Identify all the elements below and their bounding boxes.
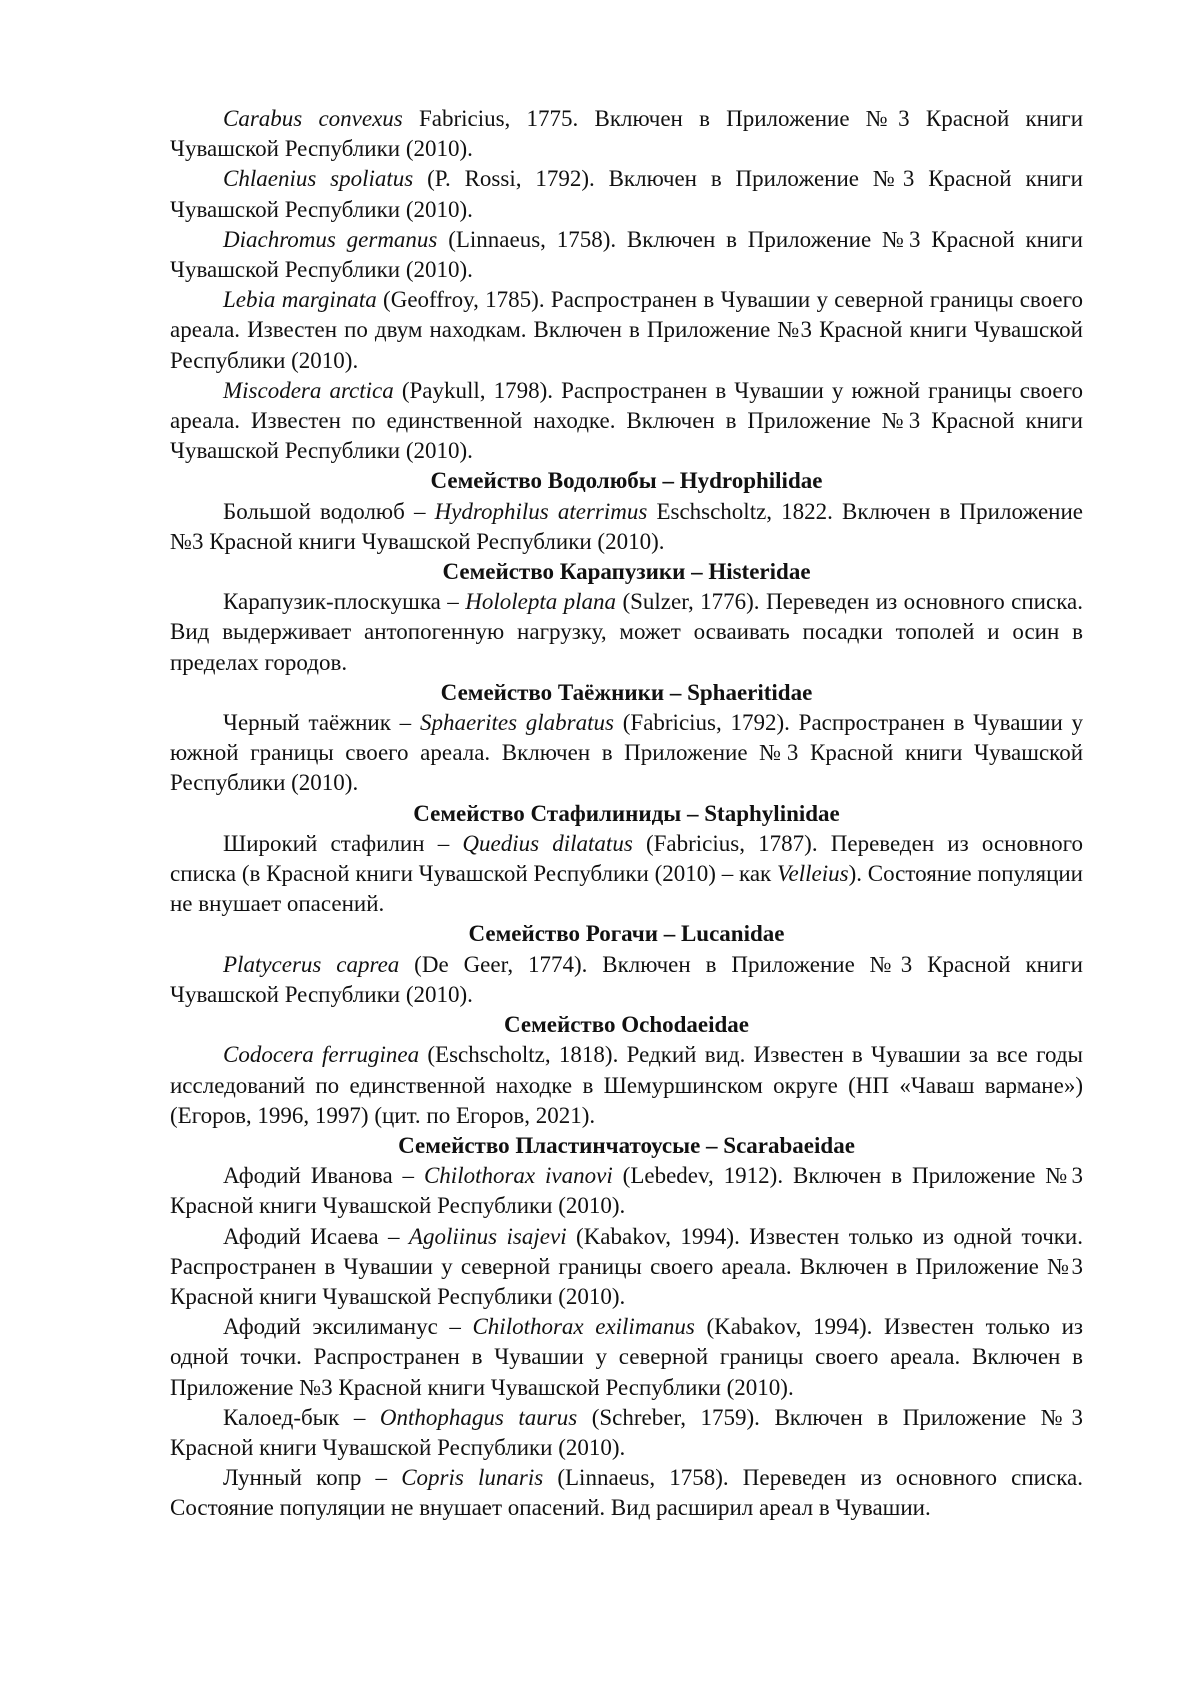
latin-name: Onthophagus taurus — [379, 1404, 578, 1430]
paragraph-text: Черный таёжник – — [223, 710, 420, 736]
latin-name: Hydrophilus aterrimus — [434, 498, 648, 524]
paragraph-text: (Linnaeus, 1758). Переведен из основного списка. Состояние популяции не внушает опасений. Вид расширил ареал в Чувашии. — [170, 1465, 1083, 1521]
paragraph-text: (P. Rossi, 1792). Включен в Приложение №3 Красной книги Чувашской Республики (2010). — [170, 166, 1083, 222]
latin-name: Miscodera arctica — [223, 377, 394, 403]
species-paragraph — [170, 1161, 1083, 1221]
latin-name: Hololepta plana — [465, 589, 617, 615]
latin-name: Carabus convexus — [223, 106, 403, 131]
latin-name: Lebia marginata — [223, 287, 377, 313]
paragraph-text: (Sulzer, 1776). Переведен из основного списка. Вид выдерживает антопогенную нагрузку, может осваивать посадки тополей и осин в пределах городов. — [170, 589, 1083, 675]
latin-name: Agoliinus isajevi — [408, 1223, 567, 1249]
latin-name: Codocera ferruginea — [223, 1042, 420, 1068]
paragraph-text: Большой водолюб – — [223, 498, 435, 524]
latin-name: Sphaerites glabratus — [419, 710, 614, 736]
paragraph-text: ). Состояние популяции не внушает опасений. — [170, 861, 1083, 917]
latin-name: Chilothorax exilimanus — [472, 1314, 695, 1340]
latin-name: Platycerus caprea — [223, 951, 400, 977]
paragraph-text: Широкий стафилин – — [223, 830, 463, 856]
paragraph-text: Афодий эксилиманус – — [223, 1314, 473, 1340]
section-heading: Семейство Таёжники – Sphaeritidae — [440, 679, 813, 705]
document-page — [170, 104, 1083, 1524]
species-paragraph — [170, 164, 1083, 224]
species-paragraph — [170, 497, 1083, 557]
species-paragraph — [170, 376, 1083, 467]
paragraph-text: Калоед-бык – — [223, 1404, 380, 1430]
paragraph-text: Афодий Иванова – — [223, 1163, 424, 1189]
species-paragraph — [170, 1312, 1083, 1403]
paragraph-text: (Kabakov, 1994). Известен только из одной точки. Распространен в Чувашии у северной границы своего ареала. Включен в Приложение №3 Красной книги Чувашской Республики (2010). — [170, 1314, 1083, 1400]
paragraph-text: (Eschscholtz, 1818). Редкий вид. Известен в Чувашии за все годы исследований по единственной находке в Шемуршинском округе (НП «Чаваш вармане») (Егоров, 1996, 1997) (цит. по Егоров, 2021). — [170, 1042, 1083, 1128]
latin-name: Chlaenius spoliatus — [223, 166, 414, 192]
latin-name: Velleius — [777, 861, 849, 887]
paragraph-text: Афодий Исаева – — [223, 1223, 409, 1249]
species-paragraph — [170, 950, 1083, 1010]
species-paragraph — [170, 587, 1083, 678]
paragraph-text: (Schreber, 1759). Включен в Приложение №3 Красной книги Чувашской Республики (2010). — [170, 1404, 1083, 1460]
paragraph-text: (Geoffroy, 1785). Распространен в Чувашии у северной границы своего ареала. Известен по двум находкам. Включен в Приложение №3 Красной книги Чувашской Республики (2010). — [170, 287, 1083, 373]
section-heading: Семейство Ochodaeidae — [503, 1012, 750, 1038]
latin-name: Quedius dilatatus — [462, 830, 633, 856]
latin-name: Diachromus germanus — [223, 226, 438, 252]
paragraph-text: Fabricius, 1775. Включен в Приложение №3 Красной книги Чувашской Республики (2010). — [170, 106, 1084, 162]
section-heading: Семейство Стафилиниды – Staphylinidae — [413, 800, 840, 826]
paragraph-text: Карапузик-плоскушка – — [223, 589, 466, 615]
species-paragraph — [170, 104, 1083, 164]
paragraph-text: (Fabricius, 1787). Переведен из основного списка (в Красной книги Чувашской Республики (2010) – как — [170, 830, 1084, 887]
species-paragraph — [170, 1403, 1083, 1463]
paragraph-text: (De Geer, 1774). Включен в Приложение №3 Красной книги Чувашской Республики (2010). — [170, 951, 1083, 1007]
paragraph-text: Eschscholtz, 1822. Включен в Приложение №3 Красной книги Чувашской Республики (2010). — [170, 498, 1083, 554]
species-paragraph — [170, 285, 1083, 376]
section-heading: Семейство Пластинчатоусые – Scarabaeidae — [398, 1132, 855, 1158]
section-heading: Семейство Карапузики – Histeridae — [442, 559, 811, 585]
species-paragraph — [170, 1222, 1083, 1313]
section-heading: Семейство Рогачи – Lucanidae — [468, 921, 785, 947]
section-heading: Семейство Водолюбы – Hydrophilidae — [430, 468, 823, 494]
species-paragraph — [170, 225, 1083, 285]
paragraph-text: (Lebedev, 1912). Включен в Приложение №3 Красной книги Чувашской Республики (2010). — [170, 1163, 1083, 1219]
paragraph-text: Лунный копр – — [223, 1465, 402, 1491]
paragraph-text: (Fabricius, 1792). Распространен в Чувашии у южной границы своего ареала. Включен в Приложение №3 Красной книги Чувашской Республики (2010). — [170, 710, 1084, 796]
species-paragraph — [170, 1040, 1083, 1131]
paragraph-text: (Linnaeus, 1758). Включен в Приложение №3 Красной книги Чувашской Республики (2010). — [170, 226, 1083, 283]
latin-name: Chilothorax ivanovi — [423, 1163, 613, 1189]
paragraph-text: (Paykull, 1798). Распространен в Чувашии у южной границы своего ареала. Известен по единственной находке. Включен в Приложение №3 Красной книги Чувашской Республики (2010). — [170, 377, 1083, 464]
species-paragraph — [170, 1463, 1083, 1523]
paragraph-text: (Kabakov, 1994). Известен только из одной точки. Распространен в Чувашии у северной границы своего ареала. Включен в Приложение №3 Красной книги Чувашской Республики (2010). — [170, 1223, 1083, 1309]
species-paragraph — [170, 708, 1083, 799]
latin-name: Copris lunaris — [401, 1465, 544, 1491]
species-paragraph — [170, 829, 1083, 920]
